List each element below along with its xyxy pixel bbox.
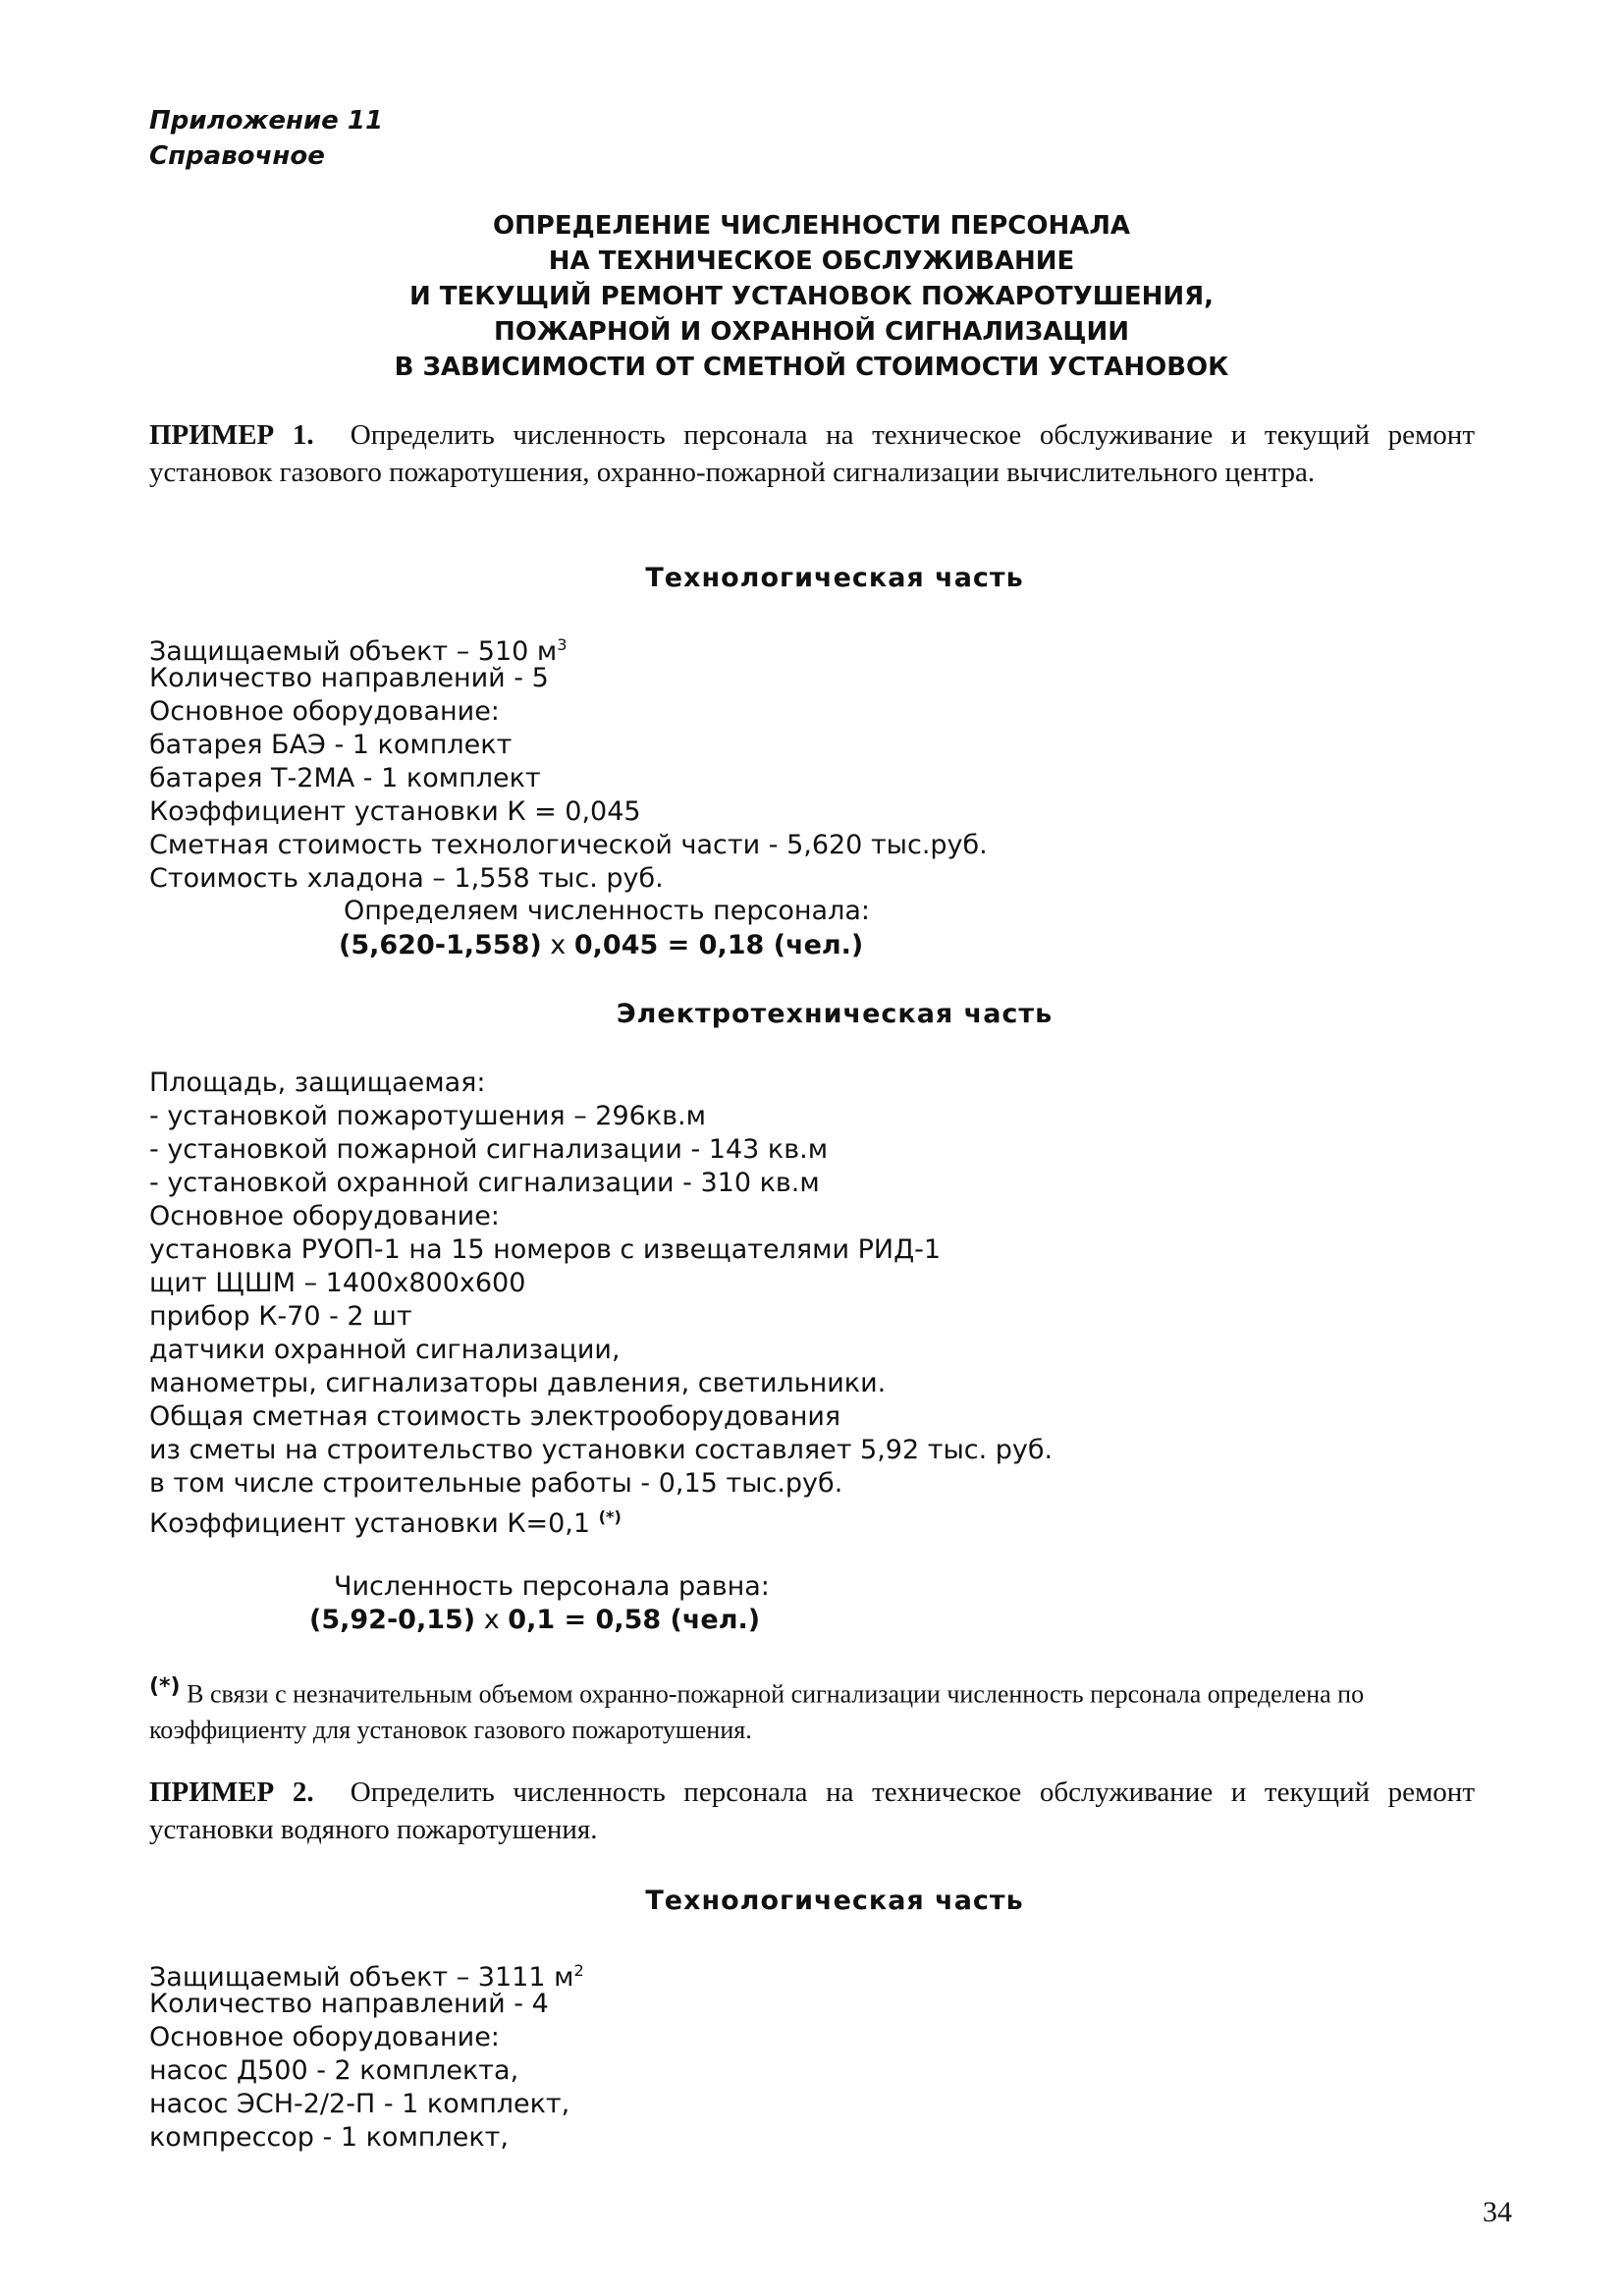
- example1-tech-calc-intro: Определяем численность персонала:: [344, 896, 870, 926]
- footnote-mark: (*): [149, 1674, 181, 1699]
- example1-tech-line: батарея Т-2МА - 1 комплект: [149, 763, 541, 793]
- example1-label: ПРИМЕР 1.: [149, 419, 314, 451]
- example1-elec-line: - установкой пожарной сигнализации - 143 кв.м: [149, 1134, 829, 1165]
- unit-superscript: 3: [557, 635, 568, 654]
- page-number: 34: [1483, 2196, 1512, 2228]
- example2-paragraph: [149, 1774, 1475, 1848]
- example1-elec-line: установка РУОП-1 на 15 номеров с извещателями РИД-1: [149, 1234, 942, 1265]
- example1-tech-line: Сметная стоимость технологической части - 5,620 тыс.руб.: [149, 830, 988, 860]
- title-line-4: ПОЖАРНОЙ И ОХРАННОЙ СИГНАЛИЗАЦИИ: [494, 317, 1129, 347]
- example2-label: ПРИМЕР 2.: [149, 1777, 314, 1808]
- example1-tech-line: Основное оборудование:: [149, 696, 500, 727]
- footnote-text: В связи с незначительным объемом охранно-пожарной сигнализации численность персонала определена по коэффициенту для установок газового пожаротушения.: [149, 1679, 1365, 1744]
- example1-elec-line: из сметы на строительство установки составляет 5,92 тыс. руб.: [149, 1435, 1054, 1465]
- title-line-1: ОПРЕДЕЛЕНИЕ ЧИСЛЕННОСТИ ПЕРСОНАЛА: [492, 211, 1131, 241]
- example1-elec-line: Общая сметная стоимость электрооборудования: [149, 1401, 841, 1432]
- example1-paragraph: [149, 416, 1475, 491]
- example1-elec-line: прибор К-70 - 2 шт: [149, 1301, 412, 1332]
- example1-elec-line: - установкой охранной сигнализации - 310 кв.м: [149, 1168, 820, 1198]
- example1-tech-heading: Технологическая часть: [645, 563, 1024, 593]
- example2-text: Определить численность персонала на техническое обслуживание и текущий ремонт установки водяного пожаротушения.: [149, 1777, 1475, 1845]
- example1-elec-line: щит ЩШМ – 1400х800х600: [149, 1268, 526, 1298]
- example1-elec-line: Площадь, защищаемая:: [149, 1067, 486, 1098]
- example1-tech-calc-formula: (5,620-1,558) х 0,045 = 0,18 (чел.): [339, 930, 864, 960]
- example2-tech-line-object: Защищаемый объект – 3111 $м^2$: [149, 1961, 584, 1993]
- example1-tech-line: Коэффициент установки К = 0,045: [149, 796, 641, 827]
- example1-text: Определить численность персонала на техническое обслуживание и текущий ремонт установок газового пожаротушения, охранно-пожарной сигнализации вычислительного центра.: [149, 419, 1475, 488]
- example1-tech-line: Стоимость хладона – 1,558 тыс. руб.: [149, 863, 664, 894]
- footnote: [149, 1669, 1514, 1748]
- example2-tech-line: Основное оборудование:: [149, 2022, 500, 2052]
- example2-tech-heading: Технологическая часть: [645, 1886, 1024, 1916]
- example1-elec-calc-formula: (5,92-0,15) х 0,1 = 0,58 (чел.): [309, 1605, 761, 1635]
- title-line-5: В ЗАВИСИМОСТИ ОТ СМЕТНОЙ СТОИМОСТИ УСТАНОВОК: [394, 353, 1229, 382]
- footnote-ref: (*): [598, 1507, 622, 1526]
- unit-superscript: 2: [573, 1961, 584, 1980]
- example1-elec-line: манометры, сигнализаторы давления, светильники.: [149, 1368, 887, 1398]
- example1-tech-line-object: Защищаемый объект – 510 $м^3$: [149, 635, 568, 667]
- appendix-number: Приложение 11: [149, 106, 384, 136]
- example1-elec-line-coef: Коэффициент установки К=0,1 (*): [149, 1507, 622, 1539]
- example1-elec-line: в том числе строительные работы - 0,15 тыс.руб.: [149, 1468, 843, 1499]
- title-line-3: И ТЕКУЩИЙ РЕМОНТ УСТАНОВОК ПОЖАРОТУШЕНИЯ,: [408, 282, 1215, 311]
- title-line-2: НА ТЕХНИЧЕСКОЕ ОБСЛУЖИВАНИЕ: [548, 246, 1075, 276]
- example1-elec-calc-intro: Численность персонала равна:: [334, 1571, 770, 1602]
- example2-tech-line: насос Д500 - 2 комплекта,: [149, 2055, 519, 2086]
- example2-tech-line: насос ЭСН-2/2-П - 1 комплект,: [149, 2089, 570, 2119]
- appendix-kind: Справочное: [149, 141, 325, 171]
- example1-elec-heading: Электротехническая часть: [616, 999, 1054, 1029]
- example2-tech-line: компрессор - 1 комплект,: [149, 2122, 509, 2153]
- example2-tech-line: Количество направлений - 4: [149, 1989, 549, 2019]
- example1-elec-line: Основное оборудование:: [149, 1201, 500, 1231]
- example1-tech-line: Количество направлений - 5: [149, 663, 549, 693]
- example1-elec-line: датчики охранной сигнализации,: [149, 1335, 621, 1365]
- example1-tech-line: батарея БАЭ - 1 комплект: [149, 730, 513, 760]
- example1-elec-line: - установкой пожаротушения – 296кв.м: [149, 1101, 706, 1131]
